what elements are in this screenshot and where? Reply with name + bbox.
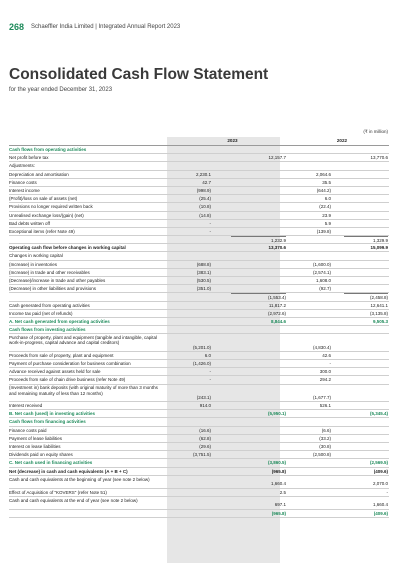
row-label: Payment of purchase consideration for business combination <box>9 361 131 366</box>
cell-c2: 11,817.2 <box>268 302 286 308</box>
cell-c2: 13,370.6 <box>268 245 286 251</box>
row-label: Interest income <box>9 187 40 193</box>
row-label: Bad debts written off <box>9 220 50 226</box>
table-body <box>9 146 389 518</box>
cell-c3: 5.9 <box>324 220 331 226</box>
row-label: Interest on lease liabilities <box>9 444 61 449</box>
table-row <box>9 435 389 443</box>
table-row <box>9 228 389 236</box>
table-row <box>9 154 389 162</box>
cell-c3: (644.2) <box>316 187 331 193</box>
row-label: (Increase) in trade and other receivables <box>9 269 90 275</box>
row-label: Exceptional items (refer Note 49) <box>9 228 75 234</box>
cell-c3: (1,677.7) <box>312 394 331 400</box>
row-label: Cash and cash equivalents at the end of year (see note 2 below) <box>9 497 138 503</box>
cell-c3: (33.2) <box>319 435 331 441</box>
table-row <box>9 360 389 368</box>
row-label: Proceeds from sale of property, plant and equipment <box>9 352 114 358</box>
table-row <box>9 497 389 510</box>
cell-c4: 12,641.1 <box>370 302 388 308</box>
cell-c1: 914.0 <box>199 403 211 409</box>
cell-c1: (14.8) <box>199 212 211 218</box>
cell-c1: - <box>209 220 211 226</box>
cell-c3: (139.8) <box>316 228 331 234</box>
table-row <box>9 451 389 459</box>
table-row <box>9 368 389 376</box>
table-row <box>9 402 389 410</box>
row-label: C. Net cash used in financing activities <box>9 460 93 466</box>
row-label: Net profit before tax <box>9 155 49 161</box>
table-header <box>9 137 389 146</box>
cell-c3: (22.4) <box>319 204 331 210</box>
table-row <box>9 352 389 360</box>
row-label: Cash flows from operating activities <box>9 147 87 152</box>
cell-c1: (383.1) <box>196 269 211 275</box>
cell-c2: (965.8) <box>271 468 286 474</box>
row-label: (Decrease)/increase in trade and other payables <box>9 278 106 283</box>
year-header-current: 2023 <box>227 138 238 143</box>
cell-c1: (16.6) <box>199 427 211 433</box>
year-header-prior: 2022 <box>336 138 348 143</box>
currency-unit: (₹ in million) <box>363 129 388 134</box>
cell-c2: 1,232.9 <box>231 236 286 244</box>
row-label: Depreciation and amortisation <box>9 171 69 177</box>
table-row <box>9 318 389 326</box>
cell-c2: 12,157.7 <box>268 155 286 161</box>
cell-c1: (688.8) <box>196 261 211 267</box>
row-label: Finance costs <box>9 179 37 185</box>
cell-c1: (25.4) <box>199 196 211 202</box>
cell-c3: 300.0 <box>319 369 331 375</box>
cell-c1: (998.9) <box>196 187 211 193</box>
cell-c3: (2,500.8) <box>312 452 331 458</box>
cell-c1: - <box>209 228 211 234</box>
cell-c3: (6.6) <box>321 427 331 433</box>
table-row <box>9 376 389 384</box>
table-row <box>9 334 389 352</box>
cell-c1: (62.8) <box>199 435 211 441</box>
row-label: Effect of Acquisition of "KOVERS" (refer Note 51) <box>9 489 107 495</box>
table-row <box>9 277 389 285</box>
cell-c2: (3,860.5) <box>267 460 286 466</box>
cell-c1: (10.8) <box>199 204 211 210</box>
row-label: Adjustments: <box>9 163 36 169</box>
row-label: Provisions no longer required written back <box>9 204 93 210</box>
cell-c4: 9,505.3 <box>372 318 388 324</box>
row-label: Dividends paid on equity shares <box>9 452 73 458</box>
section-header <box>9 418 389 426</box>
table-row <box>9 171 389 179</box>
row-label: Cash and cash equivalents at the beginning of year (see note 2 below) <box>9 476 150 482</box>
cell-c1: (530.5) <box>196 278 211 283</box>
cell-c2: 8,844.6 <box>270 318 286 324</box>
row-label: Proceeds from sale of chain drive business (refer Note 49) <box>9 377 126 383</box>
cell-c3: 294.2 <box>319 377 331 383</box>
cell-c1: 42.7 <box>202 179 211 185</box>
cell-c1: (243.1) <box>196 394 211 400</box>
table-row <box>9 261 389 269</box>
cell-c3: (2,574.1) <box>312 269 331 275</box>
table-row <box>9 252 389 260</box>
cell-c4: 1,329.9 <box>344 236 388 244</box>
table-row <box>9 269 389 277</box>
row-label: Cash flows from investing activities <box>9 327 86 333</box>
cell-c3: - <box>329 361 331 366</box>
cell-c2: (2,972.6) <box>267 310 286 316</box>
table-row <box>9 410 389 418</box>
cell-c4: (409.6) <box>373 510 388 516</box>
section-header <box>9 326 389 334</box>
table-row <box>9 293 389 301</box>
row-label: Advance received against assets held for sale <box>9 369 101 375</box>
row-label: (Increase) in inventories <box>9 261 58 267</box>
row-label: Net (decrease) in cash and cash equivalents (A + B + C) <box>9 468 128 474</box>
page-number: 268 <box>9 22 25 32</box>
cell-c4: 2,070.0 <box>372 481 388 487</box>
table-row <box>9 285 389 293</box>
section-header <box>9 146 389 154</box>
cell-c3: 23.9 <box>322 212 331 218</box>
table-row <box>9 489 389 497</box>
table-row <box>9 195 389 203</box>
cell-c4: 13,770.6 <box>370 155 388 161</box>
cell-c3: 526.1 <box>319 403 331 409</box>
cell-c4: (2,569.5) <box>369 460 388 466</box>
cell-c1: (351.0) <box>196 286 211 292</box>
cell-c3: 2,064.6 <box>315 171 331 177</box>
table-row <box>9 510 389 518</box>
table-row <box>9 179 389 187</box>
cell-c2: (965.8) <box>271 510 286 516</box>
cell-c1: - <box>209 377 211 383</box>
row-label: B. Net cash (used) in investing activities <box>9 411 96 417</box>
row-label: Cash flows from financing activities <box>9 419 86 425</box>
table-row <box>9 187 389 195</box>
report-title: Schaeffler India Limited | Integrated Annual Report 2023 <box>31 24 181 30</box>
cell-c3: (4,830.4) <box>312 344 331 350</box>
table-row <box>9 427 389 435</box>
cell-c1: - <box>209 369 211 375</box>
table-row <box>9 476 389 489</box>
row-label: Cash generated from operating activities <box>9 302 90 308</box>
table-row <box>9 385 389 403</box>
cell-c3: 42.6 <box>322 352 331 358</box>
row-label: Income tax paid (net of refunds) <box>9 310 73 316</box>
cell-c4: (409.6) <box>373 468 388 474</box>
cell-c1: (29.6) <box>199 444 211 449</box>
cell-c3: (1,600.0) <box>312 261 331 267</box>
cell-c1: 6.0 <box>204 352 211 358</box>
cell-c2: 697.1 <box>274 502 286 508</box>
cell-c3: 1,608.0 <box>315 278 331 283</box>
cell-c4: (3,135.8) <box>369 310 388 316</box>
row-label: Unrealised exchange loss/(gain) (net) <box>9 212 84 218</box>
row-label: Interest received <box>9 403 43 409</box>
cell-c2: (5,950.1) <box>267 411 286 417</box>
cell-c4: (5,345.4) <box>369 411 388 417</box>
table-row <box>9 468 389 476</box>
row-label: (Profit)/loss on sale of assets (net) <box>9 196 78 202</box>
row-label: Purchase of property, plant and equipment (tangible and intangible, capital work-in-progress, capital advance and capital creditors) <box>9 335 158 346</box>
page-title: Consolidated Cash Flow Statement <box>9 66 269 83</box>
cell-c3: (92.7) <box>319 286 331 292</box>
cell-c3: 35.5 <box>322 179 331 185</box>
row-label: Changes in working capital <box>9 253 63 259</box>
cell-c2: (1,553.4) <box>231 293 286 301</box>
table-row <box>9 162 389 170</box>
cash-flow-table <box>9 137 389 518</box>
cell-c1: 2,230.1 <box>195 171 211 177</box>
table-row <box>9 443 389 451</box>
cell-c3: 6.0 <box>324 196 331 202</box>
row-label: Finance costs paid <box>9 427 47 433</box>
page-subtitle: for the year ended December 31, 2023 <box>9 87 113 93</box>
row-label: (Decrease) in other liabilities and provisions <box>9 286 97 292</box>
cell-c2: 1,660.4 <box>270 481 286 487</box>
cell-c4: (2,458.8) <box>344 293 388 301</box>
table-row <box>9 302 389 310</box>
cell-c1: (1,426.0) <box>192 361 211 366</box>
row-label: Payment of lease liabilities <box>9 435 63 441</box>
table-row <box>9 459 389 467</box>
cell-c1: (3,751.5) <box>192 452 211 458</box>
table-row <box>9 244 389 252</box>
cell-c2: 2.5 <box>279 489 286 495</box>
cell-c4: 15,099.9 <box>370 245 388 251</box>
row-label: A. Net cash generated from operating activities <box>9 318 110 324</box>
cell-c4: 1,660.4 <box>372 502 388 508</box>
cell-c1: (5,201.0) <box>192 344 211 350</box>
table-row <box>9 310 389 318</box>
cell-c4: - <box>386 489 388 495</box>
row-label: Operating cash flow before changes in working capital <box>9 245 126 251</box>
row-label: (Investment in) bank deposits (with original maturity of more than 3 months and remaining maturity of less than 12 months) <box>9 385 158 396</box>
cell-c3: (30.8) <box>319 444 331 449</box>
table-row <box>9 212 389 220</box>
table-row <box>9 220 389 228</box>
table-row <box>9 236 389 244</box>
page-header <box>9 21 180 33</box>
table-row <box>9 203 389 211</box>
